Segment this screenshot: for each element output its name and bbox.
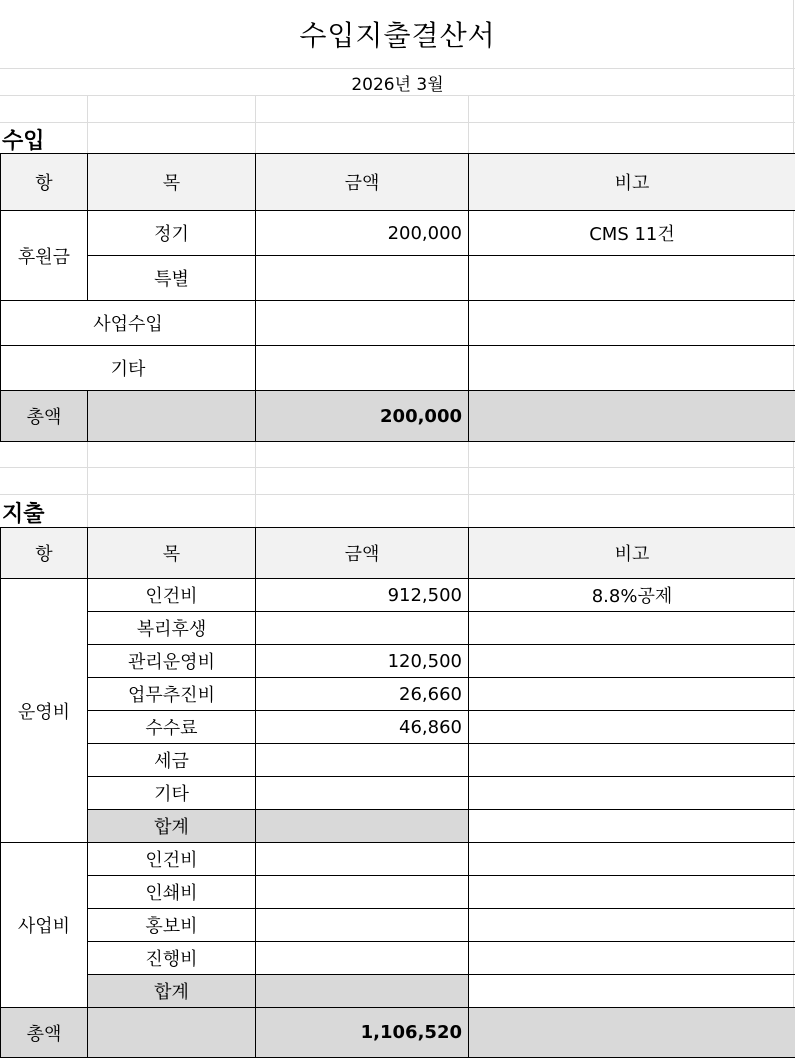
header-amount: 금액 [256, 528, 469, 579]
income-total-row [1, 391, 795, 442]
expense-table [0, 527, 795, 1058]
table-row [1, 678, 795, 711]
gridline [0, 95, 795, 96]
document-title: 수입지출결산서 [299, 19, 496, 52]
table-row [1, 612, 795, 645]
note-cell [469, 975, 795, 1008]
note-cell [469, 256, 795, 301]
amount-cell [256, 612, 469, 645]
mok-cell: 관리운영비 [88, 645, 256, 678]
income-section-label: 수입 [2, 129, 45, 154]
income-table [0, 153, 795, 442]
header-hang: 항 [1, 154, 88, 211]
expense-header-row [1, 528, 795, 579]
note-cell: CMS 11건 [469, 211, 795, 256]
expense-total-row [1, 1008, 795, 1058]
note-cell [469, 391, 795, 442]
note-cell [469, 711, 795, 744]
mok-cell: 인쇄비 [88, 876, 256, 909]
gridline [468, 441, 469, 527]
amount-cell: 26,660 [256, 678, 469, 711]
table-row [1, 256, 795, 301]
subtotal-row [1, 975, 795, 1008]
other-income-label: 기타 [1, 346, 256, 391]
table-row [1, 876, 795, 909]
header-note: 비고 [469, 528, 795, 579]
amount-cell [256, 876, 469, 909]
table-row [1, 744, 795, 777]
subtotal-label: 합계 [88, 810, 256, 843]
table-row [1, 301, 795, 346]
mok-cell: 특별 [88, 256, 256, 301]
subtotal-row [1, 810, 795, 843]
gridline [0, 467, 795, 468]
total-label: 총액 [1, 391, 88, 442]
table-row [1, 777, 795, 810]
gridline [255, 95, 256, 153]
note-cell [469, 645, 795, 678]
mok-cell: 인건비 [88, 843, 256, 876]
expense-section-label: 지출 [2, 502, 45, 527]
gridline [0, 122, 795, 123]
table-row [1, 211, 795, 256]
header-amount: 금액 [256, 154, 469, 211]
project-label: 사업비 [1, 843, 88, 1008]
note-cell [469, 1008, 795, 1058]
amount-cell [256, 301, 469, 346]
amount-cell [256, 256, 469, 301]
mok-cell: 홍보비 [88, 909, 256, 942]
amount-cell: 912,500 [256, 579, 469, 612]
subtotal-amount [256, 810, 469, 843]
note-cell [469, 346, 795, 391]
table-row [1, 909, 795, 942]
header-mok: 목 [88, 528, 256, 579]
mok-cell: 세금 [88, 744, 256, 777]
amount-cell: 46,860 [256, 711, 469, 744]
subtotal-label: 합계 [88, 975, 256, 1008]
table-row [1, 711, 795, 744]
income-header-row [1, 154, 795, 211]
mok-cell: 기타 [88, 777, 256, 810]
note-cell [469, 843, 795, 876]
business-income-label: 사업수입 [1, 301, 256, 346]
note-cell [469, 777, 795, 810]
amount-cell [256, 744, 469, 777]
table-row [1, 645, 795, 678]
note-cell [469, 612, 795, 645]
total-label: 총액 [1, 1008, 88, 1058]
mok-cell: 진행비 [88, 942, 256, 975]
amount-cell [256, 843, 469, 876]
table-row [1, 942, 795, 975]
document-date: 2026년 3월 [351, 74, 444, 95]
table-row [1, 843, 795, 876]
note-cell [469, 678, 795, 711]
header-mok: 목 [88, 154, 256, 211]
empty-cell [88, 1008, 256, 1058]
note-cell [469, 942, 795, 975]
amount-cell: 120,500 [256, 645, 469, 678]
header-note: 비고 [469, 154, 795, 211]
note-cell [469, 909, 795, 942]
operating-label: 운영비 [1, 579, 88, 843]
table-row [1, 346, 795, 391]
mok-cell: 정기 [88, 211, 256, 256]
note-cell [469, 301, 795, 346]
mok-cell: 업무추진비 [88, 678, 256, 711]
total-amount: 1,106,520 [256, 1008, 469, 1058]
header-hang: 항 [1, 528, 88, 579]
note-cell [469, 876, 795, 909]
amount-cell [256, 777, 469, 810]
gridline [87, 95, 88, 153]
gridline [255, 441, 256, 527]
gridline [87, 441, 88, 527]
donation-label: 후원금 [1, 211, 88, 301]
total-amount: 200,000 [256, 391, 469, 442]
note-cell [469, 810, 795, 843]
empty-cell [88, 391, 256, 442]
amount-cell [256, 346, 469, 391]
mok-cell: 복리후생 [88, 612, 256, 645]
note-cell [469, 744, 795, 777]
amount-cell: 200,000 [256, 211, 469, 256]
mok-cell: 수수료 [88, 711, 256, 744]
gridline [468, 95, 469, 153]
note-cell: 8.8%공제 [469, 579, 795, 612]
table-row [1, 579, 795, 612]
gridline [0, 494, 795, 495]
subtotal-amount [256, 975, 469, 1008]
amount-cell [256, 909, 469, 942]
amount-cell [256, 942, 469, 975]
mok-cell: 인건비 [88, 579, 256, 612]
